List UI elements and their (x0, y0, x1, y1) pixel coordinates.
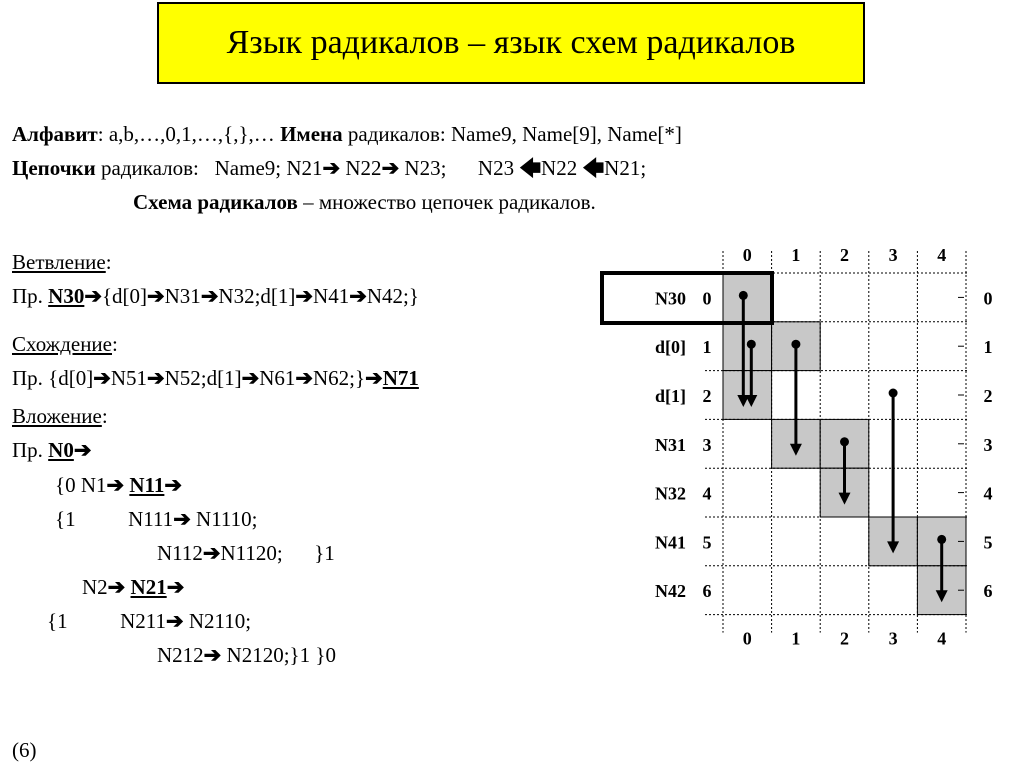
branching-heading-text: Ветвление (12, 250, 106, 274)
row-number-right: 5 (983, 532, 993, 553)
row-number-left: 6 (702, 581, 712, 602)
row-name-label: N30 (655, 288, 686, 309)
row-number-left: 5 (702, 532, 712, 553)
column-label-bottom: 0 (742, 628, 752, 649)
arrow-right-icon: ➔ (349, 284, 367, 308)
names-label: Имена (280, 122, 343, 146)
example-part: N31 (164, 284, 201, 308)
arrow-left-icon: 🡄 (582, 156, 605, 180)
row-name-label: d[1] (655, 386, 686, 406)
footnote: (6) (12, 738, 37, 762)
arrow-left-icon: 🡄 (519, 156, 542, 180)
row-name-label: d[0] (655, 337, 686, 358)
column-label-top: 3 (888, 245, 898, 265)
nesting-part: N2120;}1 }0 (221, 643, 336, 667)
row-number-left: 3 (702, 434, 712, 455)
column-label-bottom: 3 (888, 628, 898, 649)
row-number-left: 4 (702, 483, 712, 504)
example-part: N52;d[1] (164, 366, 242, 390)
arrow-right-icon: ➔ (84, 284, 102, 308)
nesting-part: N1120; }1 (220, 541, 335, 565)
scheme-label: Схема радикалов (133, 190, 298, 214)
example-part: N32;d[1] (218, 284, 296, 308)
row-number-left: 1 (702, 337, 712, 358)
n30-label: N30 (48, 284, 85, 308)
nesting-part: N1110; (190, 507, 258, 531)
row-number-left: 2 (702, 386, 712, 406)
n11-label: N11 (129, 473, 165, 497)
example-part: {d[0] (101, 284, 148, 308)
arrow-right-icon: ➔ (165, 609, 184, 633)
chain-part: N22 (340, 156, 382, 180)
nesting-part: N2 (82, 575, 108, 599)
nesting-part: {1 N211 (47, 609, 166, 633)
page-title: Язык радикалов – язык схем радикалов (226, 24, 796, 61)
arrow-right-icon: ➔ (164, 473, 182, 497)
alphabet-label: Алфавит (12, 122, 98, 146)
row-number-right: 6 (983, 581, 993, 602)
n71-label: N71 (382, 366, 419, 390)
arrow-right-icon: ➔ (147, 284, 165, 308)
row-number-right: 3 (983, 434, 993, 455)
chains-label: Цепочки (12, 156, 96, 180)
arrow-right-icon: ➔ (381, 156, 400, 180)
example-part: N62;} (313, 366, 366, 390)
nesting-part: N2110; (183, 609, 252, 633)
scheme-text: – множество цепочек радикалов. (297, 190, 596, 214)
alphabet-text: : a,b,…,0,1,…,{,},… (97, 122, 281, 146)
example-prefix: Пр. (12, 284, 49, 308)
column-label-bottom: 2 (840, 628, 849, 649)
chain-part: N22 (541, 156, 583, 180)
arrow-right-icon: ➔ (107, 575, 126, 599)
row-name-label: N42 (655, 581, 686, 602)
nesting-part: {0 N1 (55, 473, 107, 497)
nesting-part: N212 (157, 643, 204, 667)
row-number-left: 0 (702, 288, 712, 309)
example-prefix: Пр. {d[0] (12, 366, 94, 390)
arrow-right-icon: ➔ (166, 575, 185, 599)
arrow-right-icon: ➔ (295, 284, 314, 308)
row-name-label: N31 (655, 434, 686, 455)
chain-part: N21; (604, 156, 647, 180)
arrow-right-icon: ➔ (173, 507, 191, 531)
row-name-label: N41 (655, 532, 686, 553)
names-text: радикалов: Name9, Name[9], Name[*] (342, 122, 682, 146)
row-number-right: 1 (983, 337, 993, 358)
example-part: N42;} (366, 284, 419, 308)
arrow-right-icon: ➔ (202, 541, 221, 565)
row-number-right: 4 (983, 483, 993, 504)
arrow-right-icon: ➔ (322, 156, 341, 180)
colon: : (101, 404, 108, 428)
row-number-right: 2 (983, 386, 993, 406)
row-number-right: 0 (983, 288, 993, 309)
column-label-top: 0 (742, 245, 752, 265)
chains-text: радикалов: Name9; N21 (95, 156, 323, 180)
arrow-right-icon: ➔ (200, 284, 219, 308)
arrow-right-icon: ➔ (93, 366, 111, 390)
arrow-right-icon: ➔ (203, 643, 222, 667)
column-label-top: 1 (791, 245, 801, 265)
arrow-right-icon: ➔ (147, 366, 165, 390)
nesting-heading-text: Вложение (12, 404, 102, 428)
arrow-right-icon: ➔ (365, 366, 383, 390)
row-name-label: N32 (655, 483, 686, 504)
n21-label: N21 (130, 575, 167, 599)
nesting-part: N112 (157, 541, 203, 565)
colon: : (105, 250, 112, 274)
chain-part: N23; N23 (399, 156, 520, 180)
arrow-right-icon: ➔ (295, 366, 314, 390)
example-part: N41 (313, 284, 350, 308)
convergence-heading-text: Схождение (12, 332, 112, 356)
colon: : (112, 332, 118, 356)
example-part: N51 (110, 366, 148, 390)
arrow-right-icon: ➔ (106, 473, 125, 497)
column-label-bottom: 1 (791, 628, 801, 649)
example-part: N61 (259, 366, 296, 390)
column-label-top: 2 (840, 245, 849, 265)
arrow-right-icon: ➔ (241, 366, 260, 390)
n0-label: N0 (48, 438, 74, 462)
arrow-right-icon: ➔ (73, 438, 92, 462)
nesting-part: {1 N111 (55, 507, 174, 531)
column-label-top: 4 (937, 245, 947, 265)
example-prefix: Пр. (12, 438, 49, 462)
column-label-bottom: 4 (937, 628, 947, 649)
